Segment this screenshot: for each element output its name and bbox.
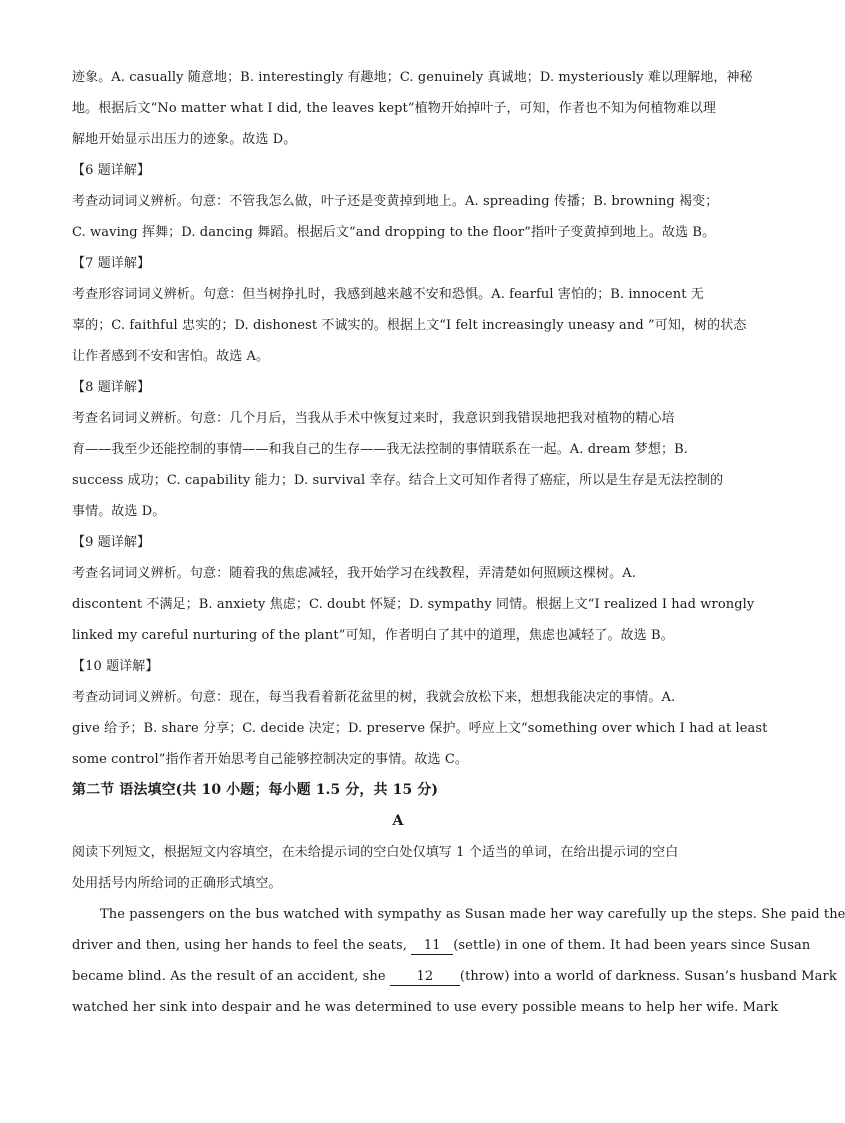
- question-6-heading: 【6 题详解】: [72, 163, 151, 178]
- part-label: A: [392, 813, 404, 829]
- text-line: success 成功；C. capability 能力；D. survival 幸存。结合上文可知作者得了癌症，所以是生存是无法控制的: [72, 473, 724, 488]
- section-title: 第二节 语法填空(共 10 小题；每小题 1.5 分，共 15 分): [72, 782, 439, 798]
- text-line: C. waving 挥舞；D. dancing 舞蹈。根据后文“and dropping to the floor”指叶子变黄掉到地上。故选 B。: [72, 225, 716, 240]
- text-line: some control”指作者开始思考自己能够控制决定的事情。故选 C。: [72, 752, 468, 767]
- passage-text: (throw) into a world of darkness. Susan’s husband Mark: [459, 969, 837, 984]
- passage-line: watched her sink into despair and he was determined to use every possible means to help her wife. Mark: [72, 1000, 779, 1015]
- text-line: 解地开始显示出压力的迹象。故选 D。: [72, 132, 297, 147]
- text-line: give 给予；B. share 分享；C. decide 决定；D. preserve 保护。呼应上文“something over which I had at least: [72, 721, 768, 736]
- passage-line: [72, 930, 811, 961]
- blank-12[interactable]: 12: [390, 969, 460, 986]
- text-line: linked my careful nurturing of the plant”可知，作者明白了其中的道理，焦虑也减轻了。故选 B。: [72, 628, 674, 643]
- text-line: 考查形容词词义辨析。句意：但当树挣扎时，我感到越来越不安和恐惧。A. fearful 害怕的；B. innocent 无: [72, 287, 704, 302]
- text-line: 辜的；C. faithful 忠实的；D. dishonest 不诚实的。根据上文“I felt increasingly uneasy and ”可知，树的状态: [72, 318, 747, 333]
- document-page: [72, 62, 845, 1023]
- text-line: 事情。故选 D。: [72, 504, 166, 519]
- text-line: 考查名词词义辨析。句意：几个月后，当我从手术中恢复过来时，我意识到我错误地把我对植物的精心培: [72, 411, 675, 426]
- text-line: 地。根据后文“No matter what I did, the leaves kept”植物开始掉叶子，可知，作者也不知为何植物难以理: [72, 101, 716, 116]
- text-line: 让作者感到不安和害怕。故选 A。: [72, 349, 270, 364]
- blank-11[interactable]: 11: [411, 938, 453, 955]
- question-8-heading: 【8 题详解】: [72, 380, 151, 395]
- text-line: 育——我至少还能控制的事情——和我自己的生存——我无法控制的事情联系在一起。A. dream 梦想；B.: [72, 442, 688, 457]
- text-line: 考查动词词义辨析。句意：现在，每当我看着新花盆里的树，我就会放松下来，想想我能决定的事情。A.: [72, 690, 676, 705]
- text-line: 考查动词词义辨析。句意：不管我怎么做，叶子还是变黄掉到地上。A. spreading 传播；B. browning 褐变；: [72, 194, 719, 209]
- text-line: 迹象。A. casually 随意地；B. interestingly 有趣地；C. genuinely 真诚地；D. mysteriously 难以理解地，神秘: [72, 70, 753, 85]
- question-7-heading: 【7 题详解】: [72, 256, 151, 271]
- instruction-line: 处用括号内所给词的正确形式填空。: [72, 876, 282, 891]
- passage-text: (settle) in one of them. It had been years since Susan: [453, 938, 811, 953]
- text-line: discontent 不满足；B. anxiety 焦虑；C. doubt 怀疑；D. sympathy 同情。根据上文“I realized I had wrongly: [72, 597, 755, 612]
- passage-line: [72, 961, 837, 992]
- question-10-heading: 【10 题详解】: [72, 659, 159, 674]
- instruction-line: 阅读下列短文，根据短文内容填空，在未给提示词的空白处仅填写 1 个适当的单词，在给出提示词的空白: [72, 845, 679, 860]
- question-9-heading: 【9 题详解】: [72, 535, 151, 550]
- text-line: 考查名词词义辨析。句意：随着我的焦虑减轻，我开始学习在线教程，弄清楚如何照顾这棵树。A.: [72, 566, 636, 581]
- passage-line: The passengers on the bus watched with sympathy as Susan made her way carefully up the steps. She paid the: [100, 907, 845, 922]
- passage-text: driver and then, using her hands to feel the seats,: [72, 938, 412, 953]
- passage-text: became blind. As the result of an accident, she: [72, 969, 390, 984]
